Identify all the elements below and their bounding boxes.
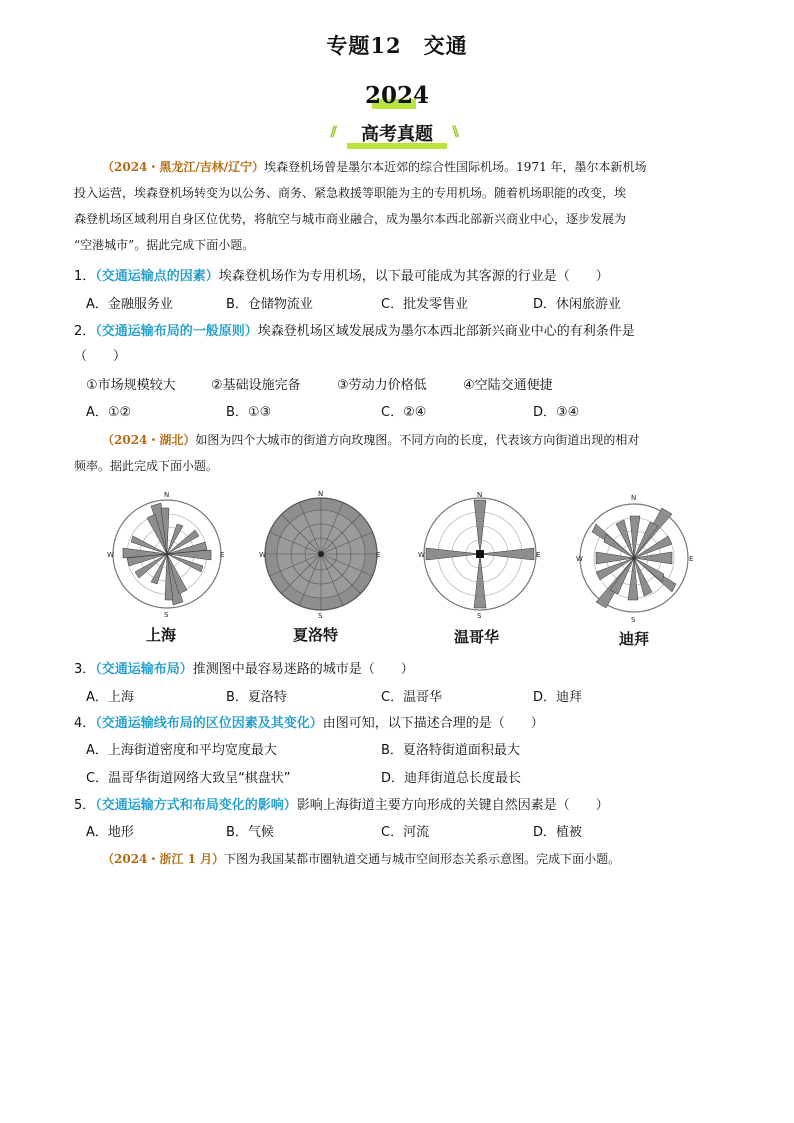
rose-svg-dubai [576, 490, 696, 624]
rose-charlotte-s: S [318, 612, 323, 620]
banner-decoration-right: \\ [452, 124, 457, 140]
q2-item-2: ②基础设施完备 [211, 378, 301, 393]
banner [347, 121, 447, 149]
section2-tag: （2024・湖北） [102, 433, 196, 447]
question-2: 2．（交通运输布局的一般原则）埃森登机场区域发展成为墨尔本西北部新兴商业中心的有利条件是 [74, 324, 635, 339]
city-label-dubai: 迪拜 [619, 630, 650, 648]
rose-shanghai-e: E [220, 551, 225, 559]
rose-dubai-w: W [576, 555, 583, 563]
rose-diagram-charlotte [259, 490, 383, 624]
q4-option-c[interactable]: C．温哥华街道网络大致呈“棋盘状” [86, 771, 291, 786]
city-label-vancouver: 温哥华 [454, 628, 500, 646]
q2-item-3: ③劳动力价格低 [337, 378, 427, 393]
rose-shanghai-w: W [107, 551, 114, 559]
rose-shanghai-n: N [164, 491, 170, 499]
section1-line4: “空港城市”。据此完成下面小题。 [74, 238, 255, 252]
question-2-paren: （ ） [74, 349, 127, 364]
q4-option-b[interactable]: B．夏洛特街道面积最大 [381, 743, 520, 758]
rose-vancouver-w: W [418, 551, 425, 559]
section3-tag: （2024・浙江 1 月） [102, 852, 225, 866]
question-3-tag: （交通运输布局） [95, 662, 193, 677]
rose-vancouver-e: E [536, 551, 541, 559]
rose-charlotte-n: N [318, 490, 324, 498]
rose-vancouver-s: S [477, 612, 482, 620]
q2-option-a[interactable]: A．①② [86, 405, 132, 420]
question-3: 3．（交通运输布局）推测图中最容易迷路的城市是（ ） [74, 662, 414, 677]
banner-label: 高考真题 [361, 124, 433, 145]
rose-vancouver-n: N [477, 491, 483, 499]
city-label-charlotte: 夏洛特 [293, 626, 339, 644]
section2-line2: 频率。据此完成下面小题。 [74, 459, 219, 473]
question-4-tag: （交通运输线布局的区位因素及其变化） [95, 716, 323, 731]
q4-option-a[interactable]: A．上海街道密度和平均宽度最大 [86, 743, 277, 758]
year-heading: 2024 [364, 82, 429, 109]
rose-diagram-shanghai [107, 490, 227, 624]
rose-svg-charlotte [259, 490, 383, 620]
q2-option-d[interactable]: D．③④ [533, 405, 580, 420]
question-5-tag: （交通运输方式和布局变化的影响） [95, 798, 297, 813]
q5-option-d[interactable]: D．植被 [533, 825, 583, 840]
rose-charlotte-w: W [259, 551, 266, 559]
question-2-tag: （交通运输布局的一般原则） [95, 324, 258, 339]
question-1-tag: （交通运输点的因素） [95, 269, 219, 284]
q5-option-b[interactable]: B．气候 [226, 825, 274, 840]
q1-option-b[interactable]: B．仓储物流业 [226, 297, 313, 312]
rose-svg-vancouver [418, 490, 542, 620]
q5-option-c[interactable]: C．河流 [381, 825, 430, 840]
q2-option-b[interactable]: B．①③ [226, 405, 272, 420]
question-5: 5．（交通运输方式和布局变化的影响）影响上海街道主要方向形成的关键自然因素是（ ） [74, 798, 609, 813]
section1-line3: 森登机场区域利用自身区位优势，将航空与城市商业融合，成为墨尔本西北部新兴商业中心，逐步发展为 [74, 212, 627, 226]
q5-option-a[interactable]: A．地形 [86, 825, 134, 840]
q1-option-a[interactable]: A．金融服务业 [86, 297, 173, 312]
section1-tag: （2024・黑龙江/吉林/辽宁） [102, 160, 265, 174]
rose-svg-shanghai [107, 490, 227, 620]
rose-dubai-n: N [631, 494, 637, 502]
q3-option-c[interactable]: C．温哥华 [381, 690, 443, 705]
q2-option-c[interactable]: C．②④ [381, 405, 427, 420]
section3-line1: （2024・浙江 1 月）下图为我国某都市圈轨道交通与城市空间形态关系示意图。完成下面小题。 [102, 852, 621, 866]
q3-option-b[interactable]: B．夏洛特 [226, 690, 287, 705]
section1-line2: 投入运营，埃森登机场转变为以公务、商务、紧急救援等职能为主的专用机场。随着机场职能的改变，埃 [74, 186, 627, 200]
q2-item-4: ④空陆交通便捷 [463, 378, 553, 393]
question-1: 1．（交通运输点的因素）埃森登机场作为专用机场，以下最可能成为其客源的行业是（ ） [74, 269, 609, 284]
question-4: 4．（交通运输线布局的区位因素及其变化）由图可知，以下描述合理的是（ ） [74, 716, 544, 731]
rose-diagram-dubai [576, 490, 696, 628]
q1-option-c[interactable]: C．批发零售业 [381, 297, 469, 312]
rose-diagram-vancouver [418, 490, 542, 624]
banner-decoration-left: // [330, 124, 335, 140]
page-title: 专题12 交通 [326, 33, 468, 58]
city-label-shanghai: 上海 [146, 626, 177, 644]
q3-option-d[interactable]: D．迪拜 [533, 690, 583, 705]
q1-option-d[interactable]: D．休闲旅游业 [533, 297, 622, 312]
rose-dubai-s: S [631, 616, 636, 624]
rose-charlotte-e: E [376, 551, 381, 559]
q3-option-a[interactable]: A．上海 [86, 690, 134, 705]
q2-item-1: ①市场规模较大 [86, 378, 176, 393]
rose-dubai-e: E [689, 555, 694, 563]
rose-shanghai-s: S [164, 611, 169, 619]
section2-line1: （2024・湖北）如图为四个大城市的街道方向玫瑰图。不同方向的长度，代表该方向街道出现的相对 [102, 433, 640, 447]
q4-option-d[interactable]: D．迪拜街道总长度最长 [381, 771, 522, 786]
section1-line1: （2024・黑龙江/吉林/辽宁）埃森登机场曾是墨尔本近郊的综合性国际机场。1971 年，墨尔本新机场 [102, 160, 647, 174]
